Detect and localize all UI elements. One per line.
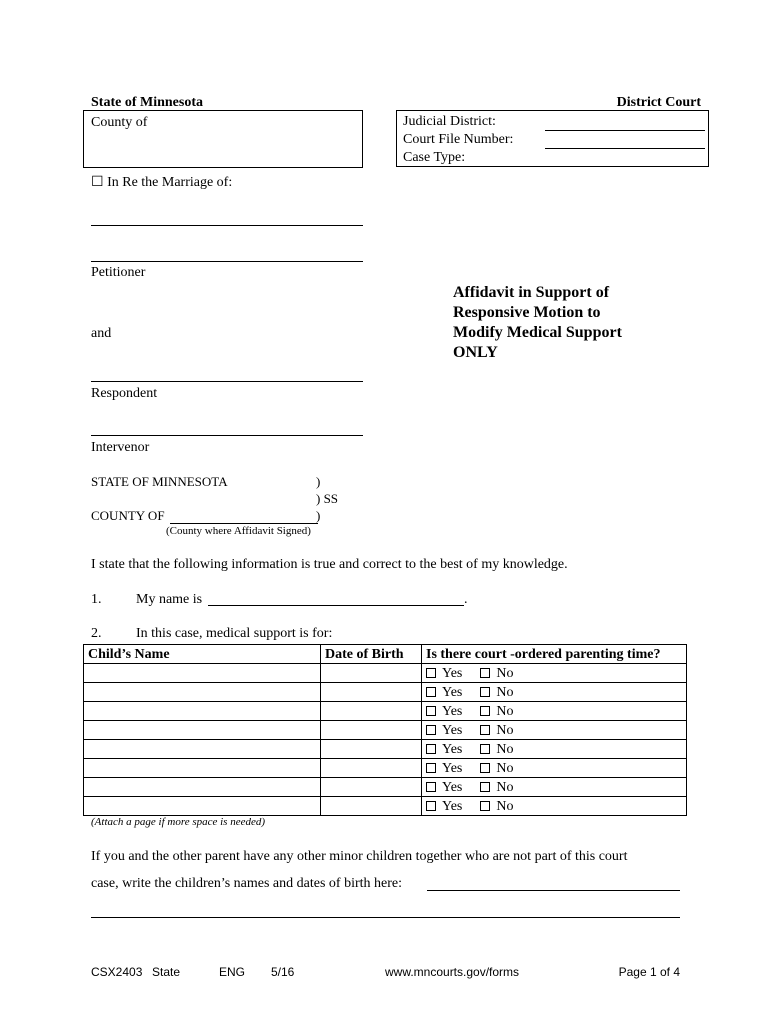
yes-label: Yes	[442, 779, 463, 795]
yes-label: Yes	[442, 665, 463, 681]
no-checkbox[interactable]	[480, 687, 490, 697]
yes-label: Yes	[442, 760, 463, 776]
table-row	[84, 683, 687, 702]
item-1-number: 1.	[91, 592, 102, 607]
other-children-text-2: case, write the children’s names and dates of birth here:	[91, 876, 402, 891]
child-name-cell[interactable]	[84, 683, 321, 702]
table-row	[84, 778, 687, 797]
column-date-of-birth: Date of Birth	[321, 645, 422, 664]
table-row	[84, 740, 687, 759]
parenting-time-cell	[422, 664, 687, 683]
no-checkbox[interactable]	[480, 668, 490, 678]
other-children-text-1: If you and the other parent have any other minor children together who are not part of this court	[91, 849, 628, 864]
footer-page: Page 1 of 4	[618, 965, 680, 979]
table-row	[84, 721, 687, 740]
petitioner-label: Petitioner	[91, 265, 146, 280]
no-checkbox[interactable]	[480, 801, 490, 811]
respondent-line[interactable]	[91, 381, 363, 382]
child-name-cell[interactable]	[84, 721, 321, 740]
venue-paren-3: )	[316, 508, 321, 523]
no-label: No	[496, 684, 514, 700]
respondent-label: Respondent	[91, 386, 158, 401]
and-label: and	[91, 326, 112, 341]
date-of-birth-cell[interactable]	[321, 778, 422, 797]
venue-paren-1: )	[316, 474, 321, 489]
parenting-time-cell	[422, 797, 687, 816]
intervenor-label: Intervenor	[91, 440, 150, 455]
date-of-birth-cell[interactable]	[321, 683, 422, 702]
no-label: No	[496, 798, 514, 814]
venue-state: STATE OF MINNESOTA	[91, 474, 228, 489]
venue-ss: ) SS	[316, 491, 339, 506]
parenting-time-cell	[422, 683, 687, 702]
child-name-cell[interactable]	[84, 740, 321, 759]
yes-checkbox[interactable]	[426, 763, 436, 773]
table-header-row	[84, 645, 687, 664]
child-name-cell[interactable]	[84, 778, 321, 797]
table-row	[84, 702, 687, 721]
footer-form-code: CSX2403	[91, 965, 143, 979]
child-name-cell[interactable]	[84, 797, 321, 816]
no-checkbox[interactable]	[480, 763, 490, 773]
child-name-cell[interactable]	[84, 702, 321, 721]
yes-checkbox[interactable]	[426, 668, 436, 678]
yes-label: Yes	[442, 722, 463, 738]
name-field[interactable]	[208, 605, 464, 606]
title-line-4: ONLY	[453, 344, 498, 361]
no-label: No	[496, 703, 514, 719]
children-table	[83, 644, 687, 816]
judicial-district-label: Judicial District:	[403, 114, 496, 129]
yes-label: Yes	[442, 798, 463, 814]
statement-text: I state that the following information is true and correct to the best of my knowledge.	[91, 557, 568, 572]
county-box	[83, 110, 363, 168]
no-checkbox[interactable]	[480, 782, 490, 792]
item-2-text: In this case, medical support is for:	[136, 626, 333, 641]
item-1-text: My name is	[136, 592, 203, 607]
other-children-field-1[interactable]	[427, 890, 680, 891]
no-label: No	[496, 741, 514, 757]
no-checkbox[interactable]	[480, 706, 490, 716]
date-of-birth-cell[interactable]	[321, 721, 422, 740]
item-2-number: 2.	[91, 626, 102, 641]
checkbox-icon[interactable]: ☐	[91, 175, 104, 190]
marriage-caption	[91, 174, 232, 191]
yes-checkbox[interactable]	[426, 706, 436, 716]
date-of-birth-cell[interactable]	[321, 664, 422, 683]
no-label: No	[496, 722, 514, 738]
court-info-box	[396, 110, 709, 167]
no-label: No	[496, 665, 514, 681]
case-type-label: Case Type:	[403, 150, 466, 165]
venue-county-field[interactable]	[170, 523, 318, 524]
other-children-field-2[interactable]	[91, 917, 680, 918]
footer-source: State	[152, 965, 181, 979]
parenting-time-cell	[422, 740, 687, 759]
no-checkbox[interactable]	[480, 725, 490, 735]
petitioner-line[interactable]	[91, 261, 363, 262]
yes-checkbox[interactable]	[426, 801, 436, 811]
title-line-1: Affidavit in Support of	[453, 284, 610, 301]
attach-note: (Attach a page if more space is needed)	[91, 816, 266, 828]
parenting-time-cell	[422, 702, 687, 721]
no-label: No	[496, 779, 514, 795]
parenting-time-cell	[422, 721, 687, 740]
yes-checkbox[interactable]	[426, 687, 436, 697]
venue-county-label: COUNTY OF	[91, 508, 165, 523]
item-1-end: .	[464, 592, 468, 607]
title-line-3: Modify Medical Support	[453, 324, 622, 341]
column-parenting-time: Is there court -ordered parenting time?	[422, 645, 687, 664]
court-file-number-field[interactable]	[545, 148, 705, 149]
date-of-birth-cell[interactable]	[321, 702, 422, 721]
county-label: County of	[91, 115, 148, 130]
court-heading: District Court	[616, 95, 701, 110]
court-file-number-label: Court File Number:	[403, 132, 514, 147]
yes-label: Yes	[442, 684, 463, 700]
document-title	[453, 283, 622, 363]
date-of-birth-cell[interactable]	[321, 740, 422, 759]
yes-checkbox[interactable]	[426, 744, 436, 754]
intervenor-line[interactable]	[91, 435, 363, 436]
yes-checkbox[interactable]	[426, 782, 436, 792]
parenting-time-cell	[422, 759, 687, 778]
yes-checkbox[interactable]	[426, 725, 436, 735]
footer-language: ENG	[219, 965, 246, 979]
table-row	[84, 759, 687, 778]
title-line-2: Responsive Motion to	[453, 304, 601, 321]
judicial-district-field[interactable]	[545, 130, 705, 131]
no-checkbox[interactable]	[480, 744, 490, 754]
state-heading: State of Minnesota	[91, 95, 203, 110]
yes-label: Yes	[442, 703, 463, 719]
venue-county-note: (County where Affidavit Signed)	[166, 525, 311, 537]
date-of-birth-cell[interactable]	[321, 759, 422, 778]
date-of-birth-cell[interactable]	[321, 797, 422, 816]
footer-url[interactable]: www.mncourts.gov/forms	[385, 965, 520, 979]
marriage-label: In Re the Marriage of:	[107, 175, 233, 190]
no-label: No	[496, 760, 514, 776]
table-row	[84, 797, 687, 816]
footer-date: 5/16	[271, 965, 295, 979]
child-name-cell[interactable]	[84, 759, 321, 778]
child-name-cell[interactable]	[84, 664, 321, 683]
parenting-time-cell	[422, 778, 687, 797]
yes-label: Yes	[442, 741, 463, 757]
table-row	[84, 664, 687, 683]
party-line-1[interactable]	[91, 225, 363, 226]
column-childs-name: Child’s Name	[84, 645, 321, 664]
